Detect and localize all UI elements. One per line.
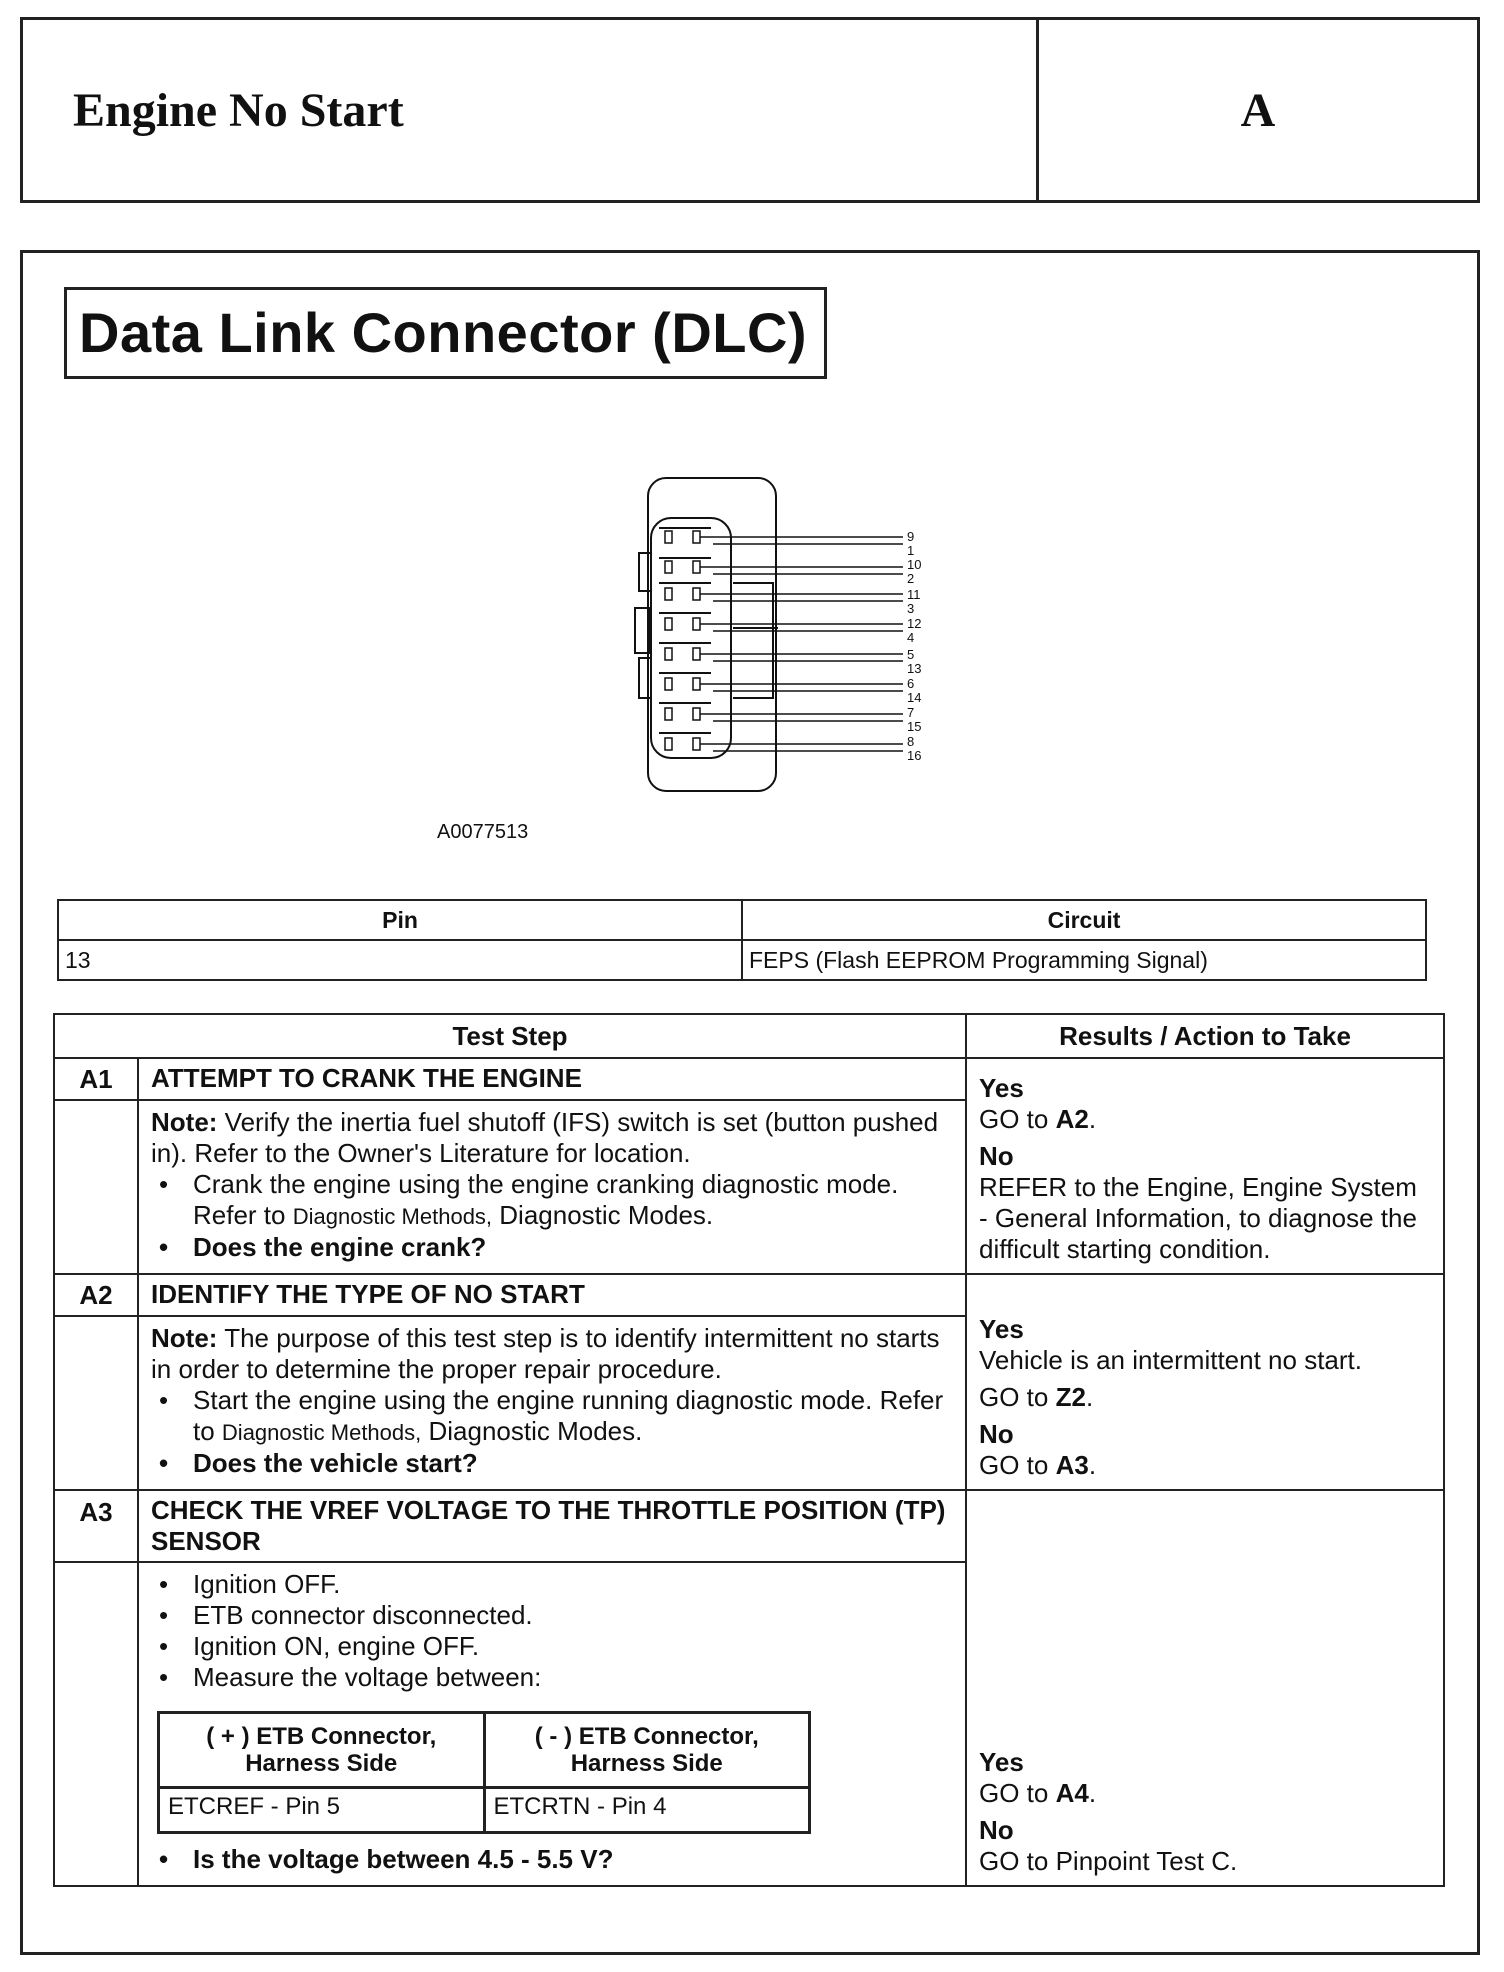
page-title: Engine No Start <box>73 83 404 137</box>
dlc-connector-diagram <box>593 468 953 808</box>
goto-text: GO to <box>979 1382 1056 1412</box>
pin-label: 16 <box>907 748 922 763</box>
pin-label: 4 <box>907 630 915 645</box>
step-note <box>151 1107 953 1169</box>
pin-label: 14 <box>907 690 922 705</box>
no-action: GO to Pinpoint Test C. <box>979 1846 1238 1876</box>
step-bullet: • Measure the voltage between: <box>151 1662 953 1693</box>
negative-connector-header: ( - ) ETB Connector, Harness Side <box>484 1713 810 1788</box>
bullet-tail: Diagnostic Modes. <box>421 1416 643 1446</box>
column-header-test-step: Test Step <box>54 1014 966 1058</box>
step-note <box>151 1323 953 1385</box>
test-step-table <box>53 1013 1445 1887</box>
step-a1-results <box>966 1058 1444 1274</box>
pin-circuit-table <box>57 899 1427 981</box>
step-title: IDENTIFY THE TYPE OF NO START <box>138 1274 966 1316</box>
step-id: A3 <box>54 1490 138 1562</box>
no-action: REFER to the Engine, Engine System - General Information, to diagnose the difficult starting condition. <box>979 1172 1417 1264</box>
step-a1-header-row <box>54 1058 1444 1100</box>
bullet-reference: Diagnostic Methods, <box>221 1420 422 1445</box>
table-header-row <box>58 900 1426 940</box>
connector-latch-bottom <box>639 658 651 698</box>
pin-label: 10 <box>907 557 922 572</box>
no-action <box>979 1450 1429 1481</box>
circuit-cell: FEPS (Flash EEPROM Programming Signal) <box>742 940 1426 980</box>
goto-text: GO to <box>979 1104 1056 1134</box>
note-label: Note: <box>151 1107 218 1137</box>
bullet-text: Crank the engine using the engine cranking diagnostic mode. Refer to <box>193 1169 899 1230</box>
table-row <box>58 940 1426 980</box>
step-id-spacer <box>54 1562 138 1886</box>
yes-text: Vehicle is an intermittent no start. <box>979 1345 1362 1375</box>
goto-text: GO to <box>979 1450 1056 1480</box>
goto-target: Z2 <box>1055 1382 1086 1412</box>
measurement-header-row <box>159 1713 810 1788</box>
goto-suffix: . <box>1088 1778 1097 1808</box>
pin-label: 12 <box>907 616 922 631</box>
step-title: ATTEMPT TO CRANK THE ENGINE <box>138 1058 966 1100</box>
negative-pin-cell: ETCRTN - Pin 4 <box>484 1788 810 1833</box>
table-header-row <box>54 1014 1444 1058</box>
column-header-results: Results / Action to Take <box>966 1014 1444 1058</box>
column-header-pin: Pin <box>58 900 742 940</box>
goto-suffix: . <box>1088 1104 1097 1134</box>
yes-action <box>979 1382 1429 1413</box>
connector-title: Data Link Connector (DLC) <box>64 287 827 379</box>
yes-label: Yes <box>979 1747 1024 1777</box>
column-header-circuit: Circuit <box>742 900 1426 940</box>
positive-connector-header: ( + ) ETB Connector, Harness Side <box>159 1713 485 1788</box>
no-label: No <box>979 1815 1014 1845</box>
step-title: CHECK THE VREF VOLTAGE TO THE THROTTLE POSITION (TP) SENSOR <box>138 1490 966 1562</box>
step-bullet: • Ignition OFF. <box>151 1569 953 1600</box>
pin-number-labels <box>907 529 921 763</box>
connector-latch-mid <box>635 608 649 653</box>
step-a3-results <box>966 1490 1444 1886</box>
step-question: • Is the voltage between 4.5 - 5.5 V? <box>151 1844 953 1875</box>
section-letter: A <box>1036 20 1477 200</box>
figure-id: A0077513 <box>437 821 529 843</box>
yes-label: Yes <box>979 1314 1024 1344</box>
goto-suffix: . <box>1088 1450 1097 1480</box>
pin-label: 5 <box>907 647 915 662</box>
goto-target: A4 <box>1055 1778 1089 1808</box>
step-bullet: • Ignition ON, engine OFF. <box>151 1631 953 1662</box>
pin-label: 1 <box>907 543 915 558</box>
bullet-text: Start the engine using the engine running diagnostic mode. Refer to <box>193 1385 944 1446</box>
step-body <box>138 1562 966 1886</box>
yes-action <box>979 1778 1429 1809</box>
step-id-spacer <box>54 1316 138 1490</box>
pin-label: 15 <box>907 719 922 734</box>
step-a2-results <box>966 1274 1444 1490</box>
step-body <box>138 1316 966 1490</box>
pin-label: 8 <box>907 734 915 749</box>
pin-cell: 13 <box>58 940 742 980</box>
step-a2-header-row <box>54 1274 1444 1316</box>
pin-label: 6 <box>907 676 915 691</box>
page-header <box>20 17 1480 203</box>
yes-label: Yes <box>979 1073 1024 1103</box>
yes-action <box>979 1104 1429 1135</box>
pin-label: 9 <box>907 529 915 544</box>
pin-label: 3 <box>907 601 915 616</box>
pin-label: 11 <box>907 587 921 602</box>
step-a3-header-row <box>54 1490 1444 1562</box>
note-text: Verify the inertia fuel shutoff (IFS) switch is set (button pushed in). Refer to the Owner's Literature for location. <box>151 1107 939 1168</box>
note-text: The purpose of this test step is to identify intermittent no starts in order to determine the proper repair procedure. <box>151 1323 940 1384</box>
goto-text: GO to <box>979 1778 1056 1808</box>
connector-face <box>651 518 731 758</box>
no-label: No <box>979 1419 1014 1449</box>
step-id-spacer <box>54 1100 138 1274</box>
content-frame <box>20 250 1480 1955</box>
bullet-reference: Diagnostic Methods, <box>292 1204 493 1229</box>
step-bullet <box>151 1169 953 1232</box>
positive-pin-cell: ETCREF - Pin 5 <box>159 1788 485 1833</box>
goto-target: A2 <box>1055 1104 1089 1134</box>
pin-label: 7 <box>907 705 915 720</box>
step-bullet <box>151 1385 953 1448</box>
bullet-tail: Diagnostic Modes. <box>492 1200 714 1230</box>
no-label: No <box>979 1141 1014 1171</box>
pin-label: 2 <box>907 571 915 586</box>
step-question: • Does the engine crank? <box>151 1232 953 1263</box>
step-bullet: • ETB connector disconnected. <box>151 1600 953 1631</box>
step-body <box>138 1100 966 1274</box>
goto-suffix: . <box>1085 1382 1094 1412</box>
pin-label: 13 <box>907 661 922 676</box>
note-label: Note: <box>151 1323 218 1353</box>
goto-target: A3 <box>1055 1450 1089 1480</box>
step-id: A1 <box>54 1058 138 1100</box>
step-id: A2 <box>54 1274 138 1316</box>
measurement-row <box>159 1788 810 1833</box>
connector-latch-top <box>639 553 651 591</box>
step-question: • Does the vehicle start? <box>151 1448 953 1479</box>
measurement-table <box>157 1711 811 1834</box>
